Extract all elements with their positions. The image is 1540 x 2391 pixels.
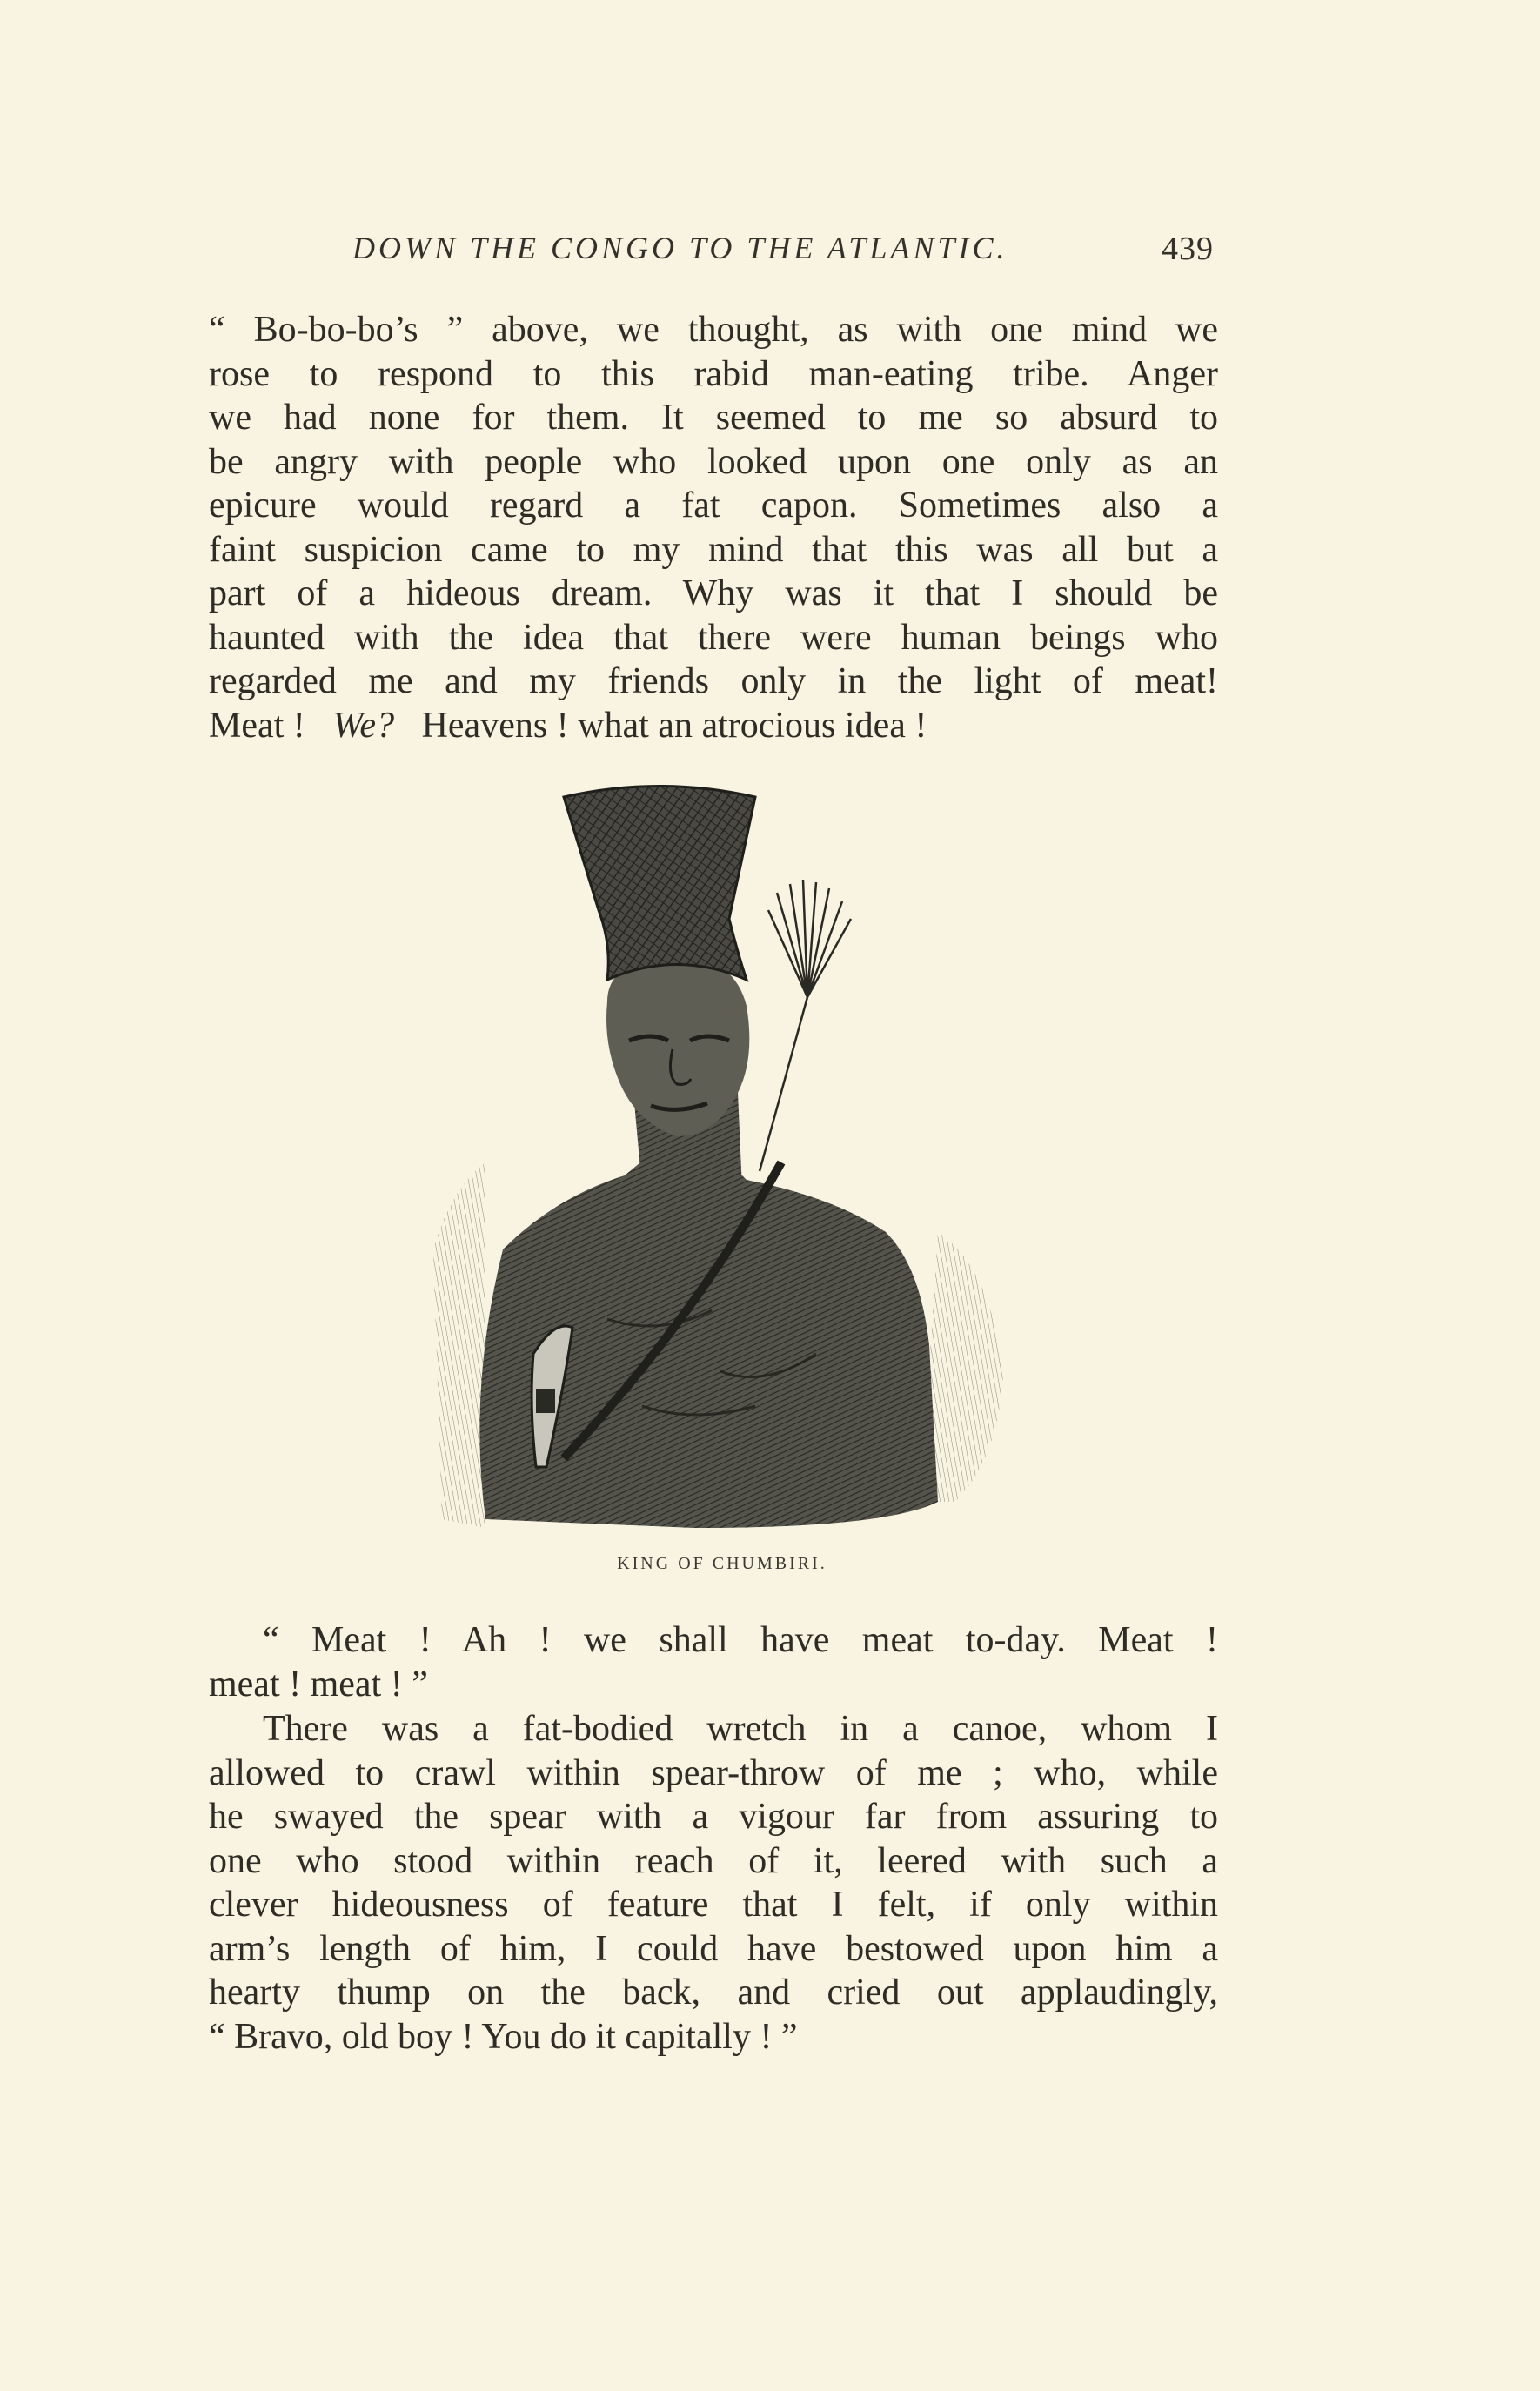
text-line: clever hideousness of feature that I felt, if only within [209,1885,1218,1925]
text-line: “ Bo-bo-bo’s ” above, we thought, as with one mind we [209,310,1218,350]
figure-caption: KING OF CHUMBIRI. [617,1554,827,1573]
text-heavens: Heavens ! what an atrocious idea ! [421,705,927,746]
text-line: “ Bravo, old boy ! You do it capitally ! ” [209,2016,798,2057]
engraving-illustration [433,780,1008,1528]
text-line: allowed to crawl within spear-throw of me ; who, while [209,1752,1218,1793]
text-line: faint suspicion came to my mind that this was all but a [209,529,1218,570]
paragraph-3 [209,1707,1218,2059]
text-line: rose to respond to this rabid man-eating tribe. Anger [209,353,1218,394]
text-line: be angry with people who looked upon one only as an [209,441,1218,482]
background-hatching [433,1162,485,1528]
text-line: arm’s length of him, I could have bestowed upon him a [209,1928,1218,1969]
running-title: DOWN THE CONGO TO THE ATLANTIC. [352,231,1008,265]
text-line: hearty thump on the back, and cried out applaudingly, [209,1972,1218,2013]
text-we-italic: We? [332,705,395,746]
text-line: one who stood within reach of it, leered with such a [209,1840,1218,1881]
fly-whisk [760,880,851,1171]
text-line [209,704,1218,748]
text-line: “ Meat ! Ah ! we shall have meat to-day. Meat ! [263,1620,1218,1660]
text-line: There was a fat-bodied wretch in a canoe, whom I [263,1709,1218,1749]
text-line: meat ! meat ! ” [209,1664,428,1705]
running-head [352,230,1214,282]
woven-hat [564,787,755,981]
text-line: haunted with the idea that there were human beings who [209,617,1218,658]
text-line: regarded me and my friends only in the light of meat! [209,661,1218,701]
text-line: part of a hideous dream. Why was it that I should be [209,573,1218,613]
paragraph-2 [209,1618,1218,1706]
text-line: epicure would regard a fat capon. Sometimes also a [209,486,1218,526]
engraving-portrait [433,780,1008,1528]
paragraph-1 [209,308,1218,747]
page-number: 439 [1162,231,1214,267]
text-meat: Meat ! [209,705,305,746]
text-line: we had none for them. It seemed to me so absurd to [209,398,1218,438]
text-line: he swayed the spear with a vigour far from assuring to [209,1797,1218,1837]
